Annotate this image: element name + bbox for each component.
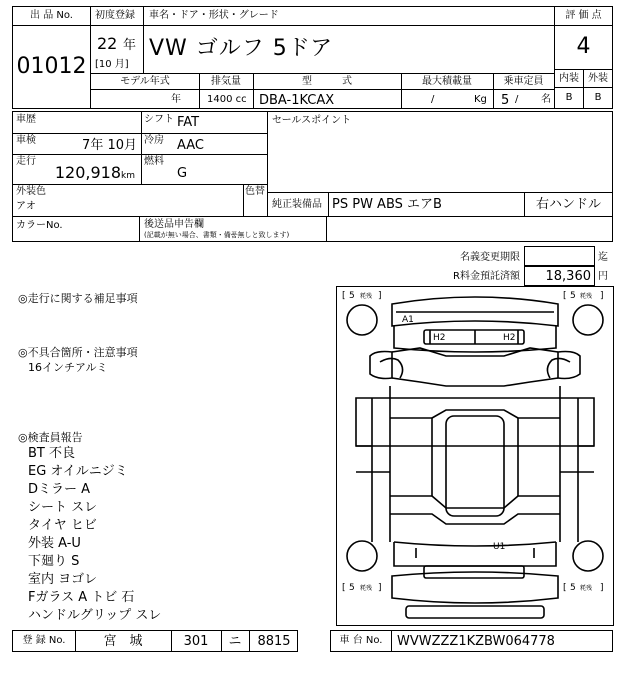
first-reg-month: [10 月] xyxy=(95,59,129,70)
tire-rr-depth: 5 xyxy=(570,583,576,593)
inspection-label: 車検 xyxy=(16,135,36,146)
equipment-box xyxy=(267,192,613,217)
history-label: 車歴 xyxy=(16,114,36,125)
docs-value-box xyxy=(326,216,613,242)
details-box xyxy=(12,111,268,217)
reg-no-label: 登 録 No. xyxy=(22,635,66,646)
max-load-slash: / xyxy=(431,94,435,105)
score-label: 評 価 点 xyxy=(565,10,602,21)
inspector-item: ハンドルグリップ スレ xyxy=(28,608,162,623)
inspector-item: 外装 A-U xyxy=(28,536,81,551)
model-year-label: モデル年式 xyxy=(120,76,170,87)
car-name-label: 車名・ドア・形状・グレード xyxy=(149,10,279,21)
docs-note: (記載が無い場合、書類・備품無しと致します) xyxy=(144,231,290,239)
inspector-item: Dミラー A xyxy=(28,482,91,497)
first-reg-year: 22 xyxy=(97,34,118,53)
svg-text:]: ] xyxy=(378,291,382,301)
inspector-item: 室内 ヨゴレ xyxy=(28,572,98,587)
shift-value: FAT xyxy=(177,115,200,130)
car-name: VW ゴルフ 5ドア xyxy=(149,36,334,61)
interior-label: 内装 xyxy=(559,73,579,84)
damage-mark-h2-right: H2 xyxy=(503,333,516,343)
shift-label: シフト xyxy=(144,114,174,125)
lot-number-label: 出 品 No. xyxy=(30,10,73,21)
inspector-heading: ◎検査員報告 xyxy=(18,431,83,444)
inspector-item: Fガラス A トビ 石 xyxy=(28,590,135,605)
first-reg-label: 初度登録 xyxy=(95,10,135,21)
defect-item: 16インチアルミ xyxy=(28,361,108,374)
displacement-label: 排気量 xyxy=(211,76,241,87)
tire-fl-depth: 5 xyxy=(349,291,355,301)
recycle-value: 18,360 xyxy=(545,269,591,284)
capacity-label: 乗車定員 xyxy=(503,76,544,87)
inspector-item: シート スレ xyxy=(28,500,98,515)
tire-rl-depth: 5 xyxy=(349,583,355,593)
tire-fr-depth-unit: 粍残 xyxy=(580,293,593,300)
name-change-label: 名義変更期限 xyxy=(460,252,520,263)
fuel-label: 燃料 xyxy=(144,156,164,167)
tire-rr-depth-unit: 粍残 xyxy=(580,585,593,592)
defects-heading: ◎不具合箇所・注意事項 xyxy=(18,346,138,359)
sales-point-box xyxy=(267,111,613,193)
recycle-label: R料金預託済額 xyxy=(453,271,520,282)
color-change-label: 色替 xyxy=(245,186,265,197)
steering-value: 右ハンドル xyxy=(535,197,601,212)
svg-text:]: ] xyxy=(378,583,382,593)
color-no-label: カラーNo. xyxy=(16,220,63,231)
score-value: 4 xyxy=(576,34,591,59)
inspector-item: EG オイルニジミ xyxy=(28,464,128,479)
ac-value: AAC xyxy=(177,138,204,153)
model-year-value: 年 xyxy=(171,94,181,105)
exterior-label: 外装 xyxy=(588,73,608,84)
car-damage-diagram xyxy=(336,286,614,626)
ext-color-label: 外装色 xyxy=(16,186,46,197)
tire-fl-depth-unit: 粍残 xyxy=(360,293,373,300)
damage-mark-a1: A1 xyxy=(402,315,414,325)
damage-mark-u1: U1 xyxy=(493,542,506,552)
svg-text:[: [ xyxy=(563,291,567,301)
recycle-value-box xyxy=(524,266,595,286)
tire-fr-depth: 5 xyxy=(570,291,576,301)
registration-box xyxy=(12,630,298,652)
docs-label: 後送品申告欄 xyxy=(144,219,204,230)
reg-kana: ニ xyxy=(228,634,242,649)
ac-label: 冷房 xyxy=(144,135,164,146)
inspection-value: 7年 10月 xyxy=(82,138,137,153)
type-value: DBA-1KCAX xyxy=(259,93,335,108)
chassis-value: WVWZZZ1KZBW064778 xyxy=(397,634,555,649)
inspector-item: タイヤ ヒビ xyxy=(28,518,97,533)
chassis-label: 車 台 No. xyxy=(339,635,383,646)
max-load-label: 最大積載量 xyxy=(422,76,472,87)
docs-box xyxy=(139,216,327,242)
displacement-value: 1400 cc xyxy=(207,94,247,105)
score-box xyxy=(554,6,613,109)
capacity-slash: / xyxy=(515,94,519,105)
inspector-item: BT 不良 xyxy=(28,446,75,461)
exterior-grade: B xyxy=(594,92,602,103)
name-change-unit: 迄 xyxy=(598,252,608,263)
capacity-unit: 名 xyxy=(541,94,551,105)
sales-point-label: セールスポイント xyxy=(272,115,352,126)
color-no-box xyxy=(12,216,140,242)
lot-number: 01012 xyxy=(16,54,87,79)
interior-grade: B xyxy=(565,92,573,103)
max-load-unit: Kg xyxy=(474,94,487,105)
recycle-unit: 円 xyxy=(598,271,608,282)
type-label: 型 式 xyxy=(302,76,352,87)
lot-number-box xyxy=(12,6,91,109)
mileage-label: 走行 xyxy=(16,156,36,167)
first-reg-year-unit: 年 xyxy=(123,38,137,53)
capacity-value: 5 xyxy=(501,93,510,108)
chassis-box xyxy=(330,630,613,652)
reg-class: 301 xyxy=(183,634,209,649)
svg-text:[: [ xyxy=(342,583,346,593)
equipment-value: PS PW ABS エアB xyxy=(332,197,442,212)
fuel-value: G xyxy=(177,166,188,181)
ext-color-value: アオ xyxy=(16,201,36,212)
equipment-label: 純正装備品 xyxy=(272,199,322,210)
inspector-item: 下廻り S xyxy=(28,554,80,569)
svg-text:]: ] xyxy=(600,583,604,593)
svg-text:[: [ xyxy=(563,583,567,593)
reg-region: 宮 城 xyxy=(103,634,143,649)
mileage-unit: km xyxy=(121,171,135,181)
car-info-box xyxy=(90,6,555,109)
tire-rl-depth-unit: 粍残 xyxy=(360,585,373,592)
driving-notes-heading: ◎走行に関する補足事項 xyxy=(18,292,138,305)
tire-fl-depth-bracket: [ xyxy=(342,291,346,301)
name-change-value-box xyxy=(524,246,595,266)
mileage-value: 120,918 xyxy=(54,163,121,182)
reg-number: 8815 xyxy=(257,634,291,649)
svg-text:]: ] xyxy=(600,291,604,301)
damage-mark-h2-left: H2 xyxy=(433,333,446,343)
